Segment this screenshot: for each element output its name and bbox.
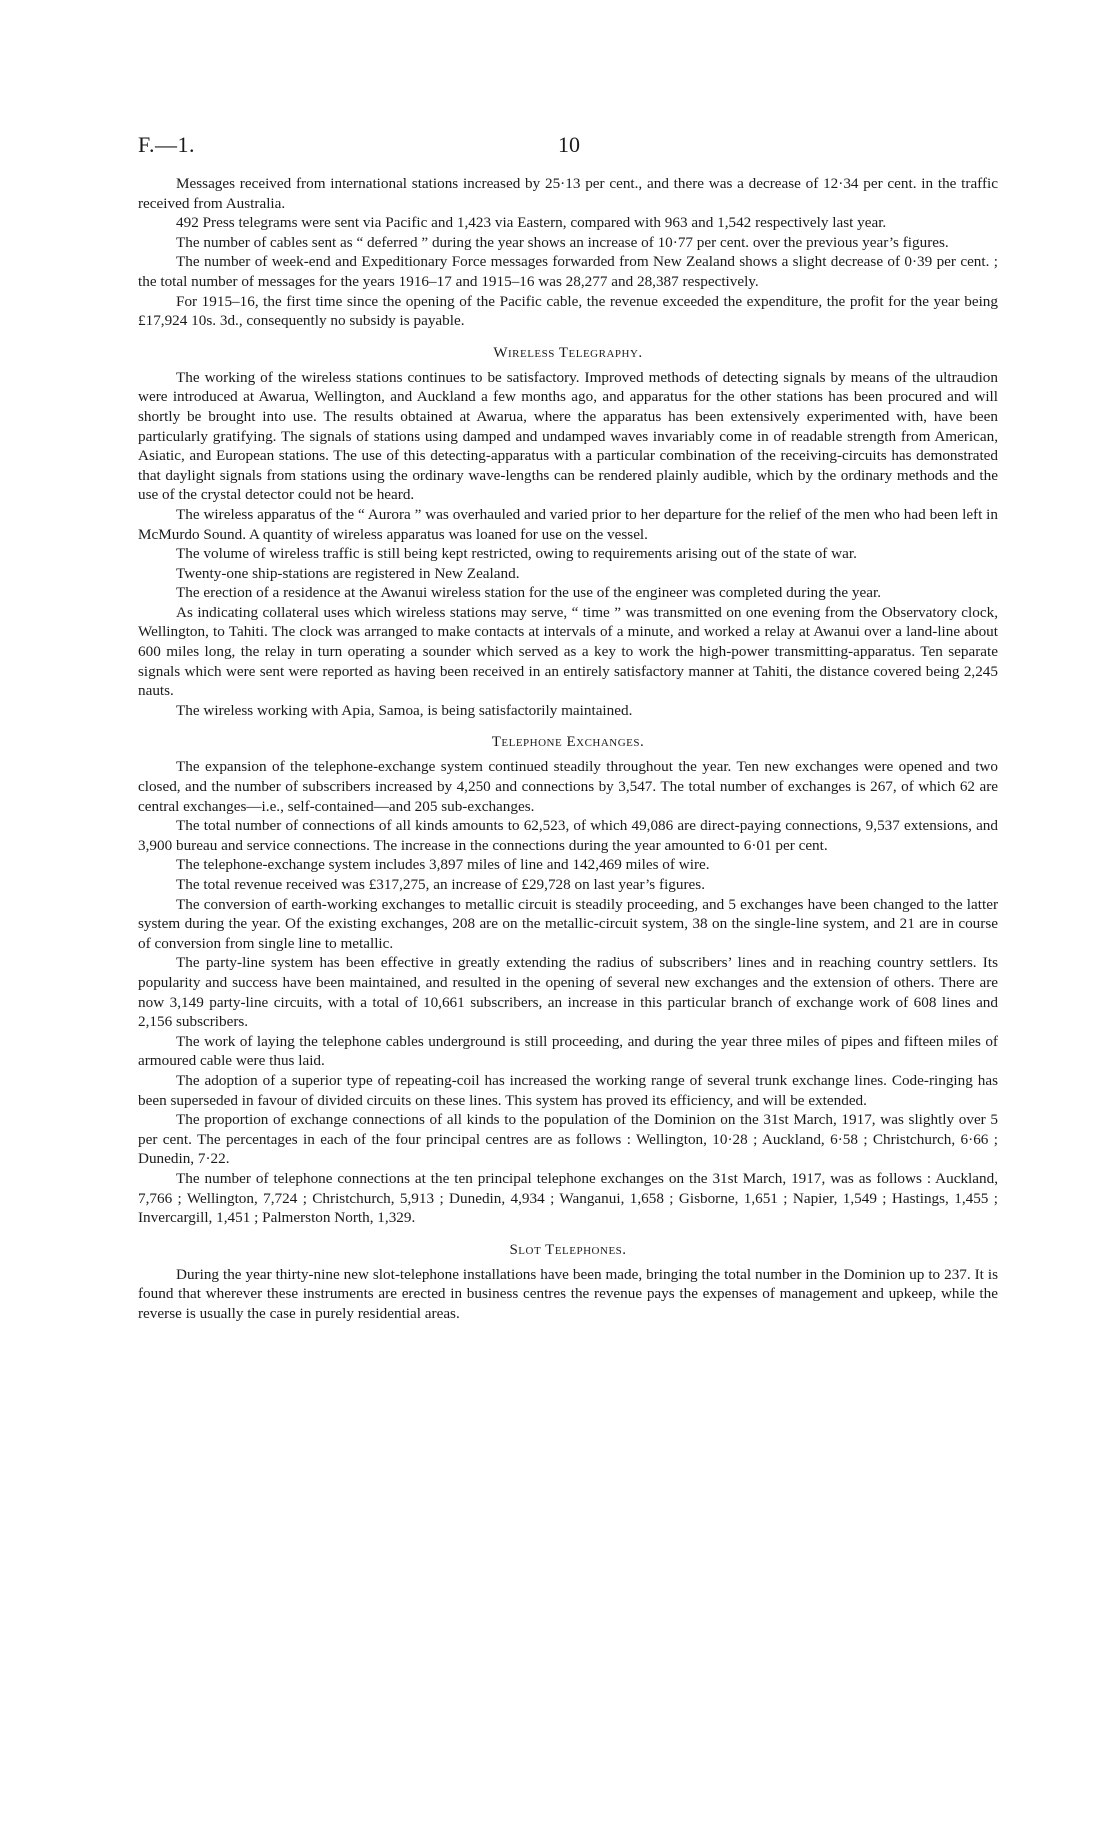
document-page <box>138 132 998 1323</box>
section-heading: Wireless Telegraphy. <box>493 344 643 361</box>
paragraph: The adoption of a superior type of repeating-coil has increased the working range of several trunk exchange lines. Code-ringing has been superseded in favour of divided circuits on these lines. This system has proved its efficiency, and will be extended. <box>138 1071 998 1109</box>
paragraph: The work of laying the telephone cables underground is still proceeding, and during the year three miles of pipes and fifteen miles of armoured cable were thus laid. <box>138 1032 998 1070</box>
page-number: 10 <box>558 132 580 157</box>
section-wireless-telegraphy <box>138 345 998 721</box>
paragraph: Twenty-one ship-stations are registered in New Zealand. <box>176 564 520 582</box>
paragraph: The volume of wireless traffic is still being kept restricted, owing to requirements arising out of the state of war. <box>176 545 857 563</box>
paragraph: For 1915–16, the first time since the opening of the Pacific cable, the revenue exceeded the expenditure, the profit for the year being £17,924 10s. 3d., consequently no subsidy is payable. <box>138 292 998 330</box>
paragraph: The number of week-end and Expeditionary Force messages forwarded from New Zealand shows a slight decrease of 0·39 per cent. ; the total number of messages for the years 1916–17 and 1915–16 was 28,277 and 28,387 respectively. <box>138 253 998 290</box>
paragraph: The expansion of the telephone-exchange system continued steadily throughout the year. Ten new exchanges were opened and two closed, and the number of subscribers increased by 4,250 and connections by 3,547. The total number of exchanges is 267, of which 62 are central exchanges—i.e., self-contained—and 205 sub-exchanges. <box>138 758 998 815</box>
paragraph: The telephone-exchange system includes 3,897 miles of line and 142,469 miles of wire. <box>176 856 710 874</box>
paragraph: The conversion of earth-working exchanges to metallic circuit is steadily proceeding, and 5 exchanges have been changed to the latter system during the year. Of the existing exchanges, 208 are on the metallic-circuit system, 38 on the single-line system, and 21 are in course of conversion from single line to metallic. <box>138 895 998 952</box>
paragraph: The working of the wireless stations continues to be satisfactory. Improved methods of detecting signals by means of the ultraudion were introduced at Awarua, Wellington, and Auckland a few months ago, and apparatus for the other stations has been procured and will shortly be brought into use. The results obtained at Awarua, where the apparatus has been extensively experimented with, have been particularly gratifying. The signals of stations using damped and undamped waves invariably come in of readable strength from American, Asiatic, and European stations. The use of this detecting-apparatus with a particular combination of the receiving-circuits has demonstrated that daylight signals from stations using the ordinary wave-lengths can be rendered plainly audible, which by the ordinary methods and the use of the crystal detector could not be heard. <box>138 368 998 504</box>
paragraph: The total number of connections of all kinds amounts to 62,523, of which 49,086 are direct-paying connections, 9,537 extensions, and 3,900 bureau and service connections. The increase in the connections during the year amounted to 6·01 per cent. <box>138 817 998 854</box>
document-reference: F.—1. <box>138 132 195 157</box>
paragraph: The party-line system has been effective in greatly extending the radius of subscribers’ lines and in reaching country settlers. Its popularity and success have been maintained, and resulted in the opening of several new exchanges and the extension of others. There are now 3,149 party-line circuits, with a total of 10,661 subscribers, an increase in this particular branch of exchange work of 608 lines and 2,156 subscribers. <box>138 954 998 1031</box>
section-heading: Telephone Exchanges. <box>491 734 645 751</box>
section-heading: Slot Telephones. <box>509 1241 627 1258</box>
paragraph: As indicating collateral uses which wireless stations may serve, “ time ” was transmitted on one evening from the Observatory clock, Wellington, to Tahiti. The clock was arranged to make contacts at intervals of a minute, and worked a relay at Awanui over a land-line about 600 miles long, the relay in turn operating a sounder which served as a key to work the high-power transmitting-apparatus. Ten separate signals which were sent were reported as having been received in an entirely satisfactory manner at Tahiti, the distance covered being 2,245 nauts. <box>138 603 998 700</box>
section-slot-telephones <box>138 1242 998 1324</box>
paragraph: The wireless working with Apia, Samoa, is being satisfactorily maintained. <box>176 701 633 719</box>
section-cable-traffic <box>138 174 998 331</box>
paragraph: The total revenue received was £317,275, an increase of £29,728 on last year’s figures. <box>176 876 705 893</box>
paragraph: The wireless apparatus of the “ Aurora ” was overhauled and varied prior to her departure for the relief of the men who had been left in McMurdo Sound. A quantity of wireless apparatus was loaned for use on the vessel. <box>138 505 998 543</box>
paragraph: The proportion of exchange connections of all kinds to the population of the Dominion on the 31st March, 1917, was slightly over 5 per cent. The percentages in each of the four principal centres are as follows : Wellington, 10·28 ; Auckland, 6·58 ; Christchurch, 6·66 ; Dunedin, 7·22. <box>138 1111 998 1168</box>
paragraph: The number of telephone connections at the ten principal telephone exchanges on the 31st March, 1917, was as follows : Auckland, 7,766 ; Wellington, 7,724 ; Christchurch, 5,913 ; Dunedin, 4,934 ; Wanganui, 1,658 ; Gisborne, 1,651 ; Napier, 1,549 ; Hastings, 1,455 ; Invercargill, 1,451 ; Palmerston North, 1,329. <box>138 1169 998 1227</box>
paragraph: Messages received from international stations increased by 25·13 per cent., and there was a decrease of 12·34 per cent. in the traffic received from Australia. <box>138 175 998 212</box>
paragraph: 492 Press telegrams were sent via Pacific and 1,423 via Eastern, compared with 963 and 1,542 respectively last year. <box>176 214 887 232</box>
section-telephone-exchanges <box>138 734 998 1227</box>
paragraph: The number of cables sent as “ deferred ” during the year shows an increase of 10·77 per cent. over the previous year’s figures. <box>176 233 949 251</box>
paragraph: The erection of a residence at the Awanui wireless station for the use of the engineer was completed during the year. <box>176 584 881 602</box>
page-header <box>138 132 998 172</box>
paragraph: During the year thirty-nine new slot-telephone installations have been made, bringing the total number in the Dominion up to 237. It is found that wherever these instruments are erected in business centres the revenue pays the expenses of management and upkeep, while the reverse is usually the case in purely residential areas. <box>138 1265 998 1322</box>
